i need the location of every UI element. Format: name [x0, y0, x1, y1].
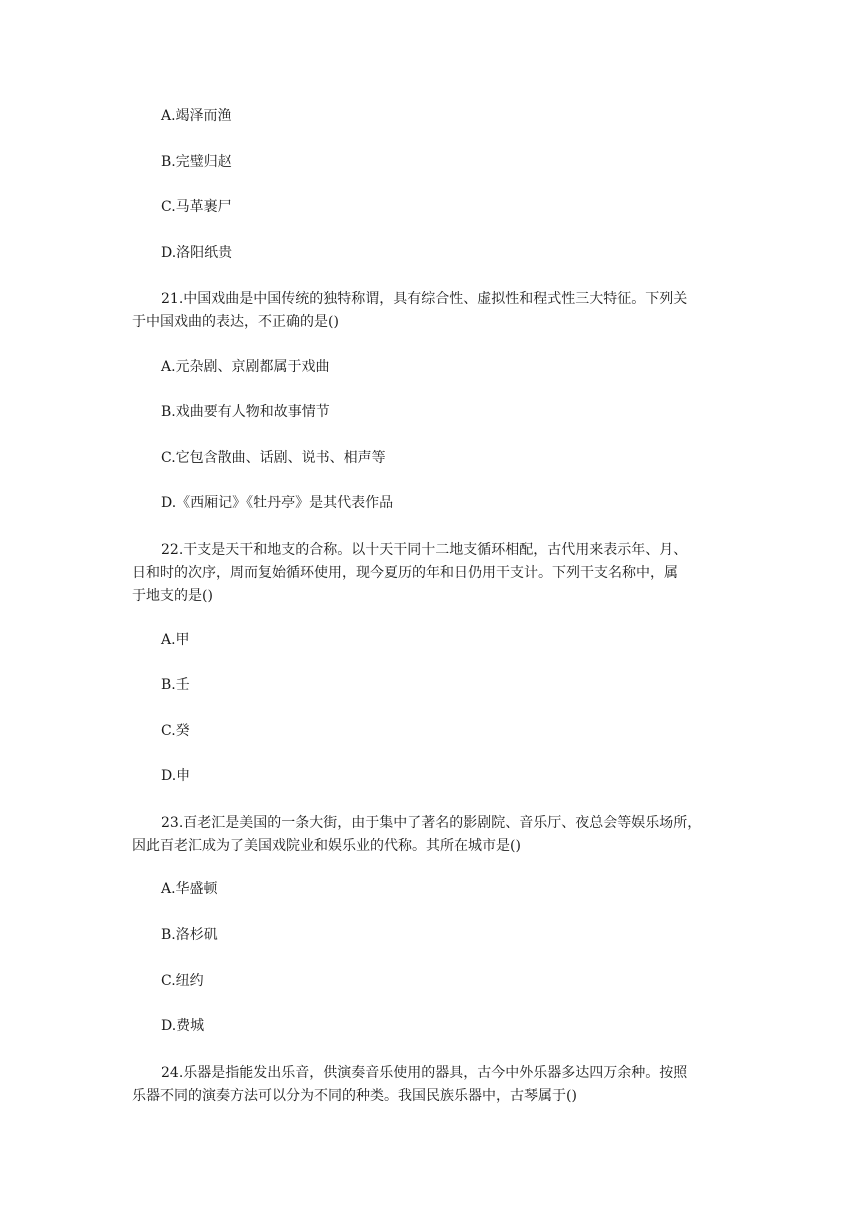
option-c: C.它包含散曲、话剧、说书、相声等 [161, 450, 386, 466]
question-text-line: 22.干支是天干和地支的合称。以十天干同十二地支循环相配，古代用来表示年、月、 [161, 542, 688, 558]
option-c: C.纽约 [161, 973, 204, 989]
option-b: B.戏曲要有人物和故事情节 [161, 404, 330, 420]
question-text-line: 于中国戏曲的表达，不正确的是() [132, 314, 339, 330]
option-a: A.竭泽而渔 [161, 108, 232, 124]
question-text-line: 于地支的是() [132, 588, 213, 604]
question-text-line: 23.百老汇是美国的一条大街，由于集中了著名的影剧院、音乐厅、夜总会等娱乐场所， [161, 815, 702, 831]
option-c: C.癸 [161, 723, 190, 739]
question-22 [132, 539, 741, 608]
option-c: C.马革裹尸 [161, 199, 232, 215]
option-b: B.洛杉矶 [161, 927, 218, 943]
question-text-line: 24.乐器是指能发出乐音，供演奏音乐使用的器具，古今中外乐器多达四万余种。按照 [161, 1065, 688, 1081]
question-text-line: 乐器不同的演奏方法可以分为不同的种类。我国民族乐器中，古琴属于() [132, 1088, 577, 1104]
option-d: D.《西厢记》《牡丹亭》是其代表作品 [161, 495, 394, 511]
option-d: D.费城 [161, 1018, 205, 1034]
question-text-line: 21.中国戏曲是中国传统的独特称谓，具有综合性、虚拟性和程式性三大特征。下列关 [161, 291, 688, 307]
option-d: D.申 [161, 768, 191, 784]
question-24 [132, 1062, 741, 1108]
option-d: D.洛阳纸贵 [161, 245, 233, 261]
option-a: A.华盛顿 [161, 881, 218, 897]
option-a: A.元杂剧、京剧都属于戏曲 [161, 359, 330, 375]
question-23 [132, 812, 741, 858]
question-text-line: 因此百老汇成为了美国戏院业和娱乐业的代称。其所在城市是() [132, 838, 521, 854]
option-b: B.完璧归赵 [161, 154, 232, 170]
question-text-line: 日和时的次序，周而复始循环使用，现今夏历的年和日仍用干支计。下列干支名称中，属 [132, 565, 678, 581]
question-21 [132, 288, 741, 334]
option-a: A.甲 [161, 632, 190, 648]
option-b: B.壬 [161, 677, 190, 693]
